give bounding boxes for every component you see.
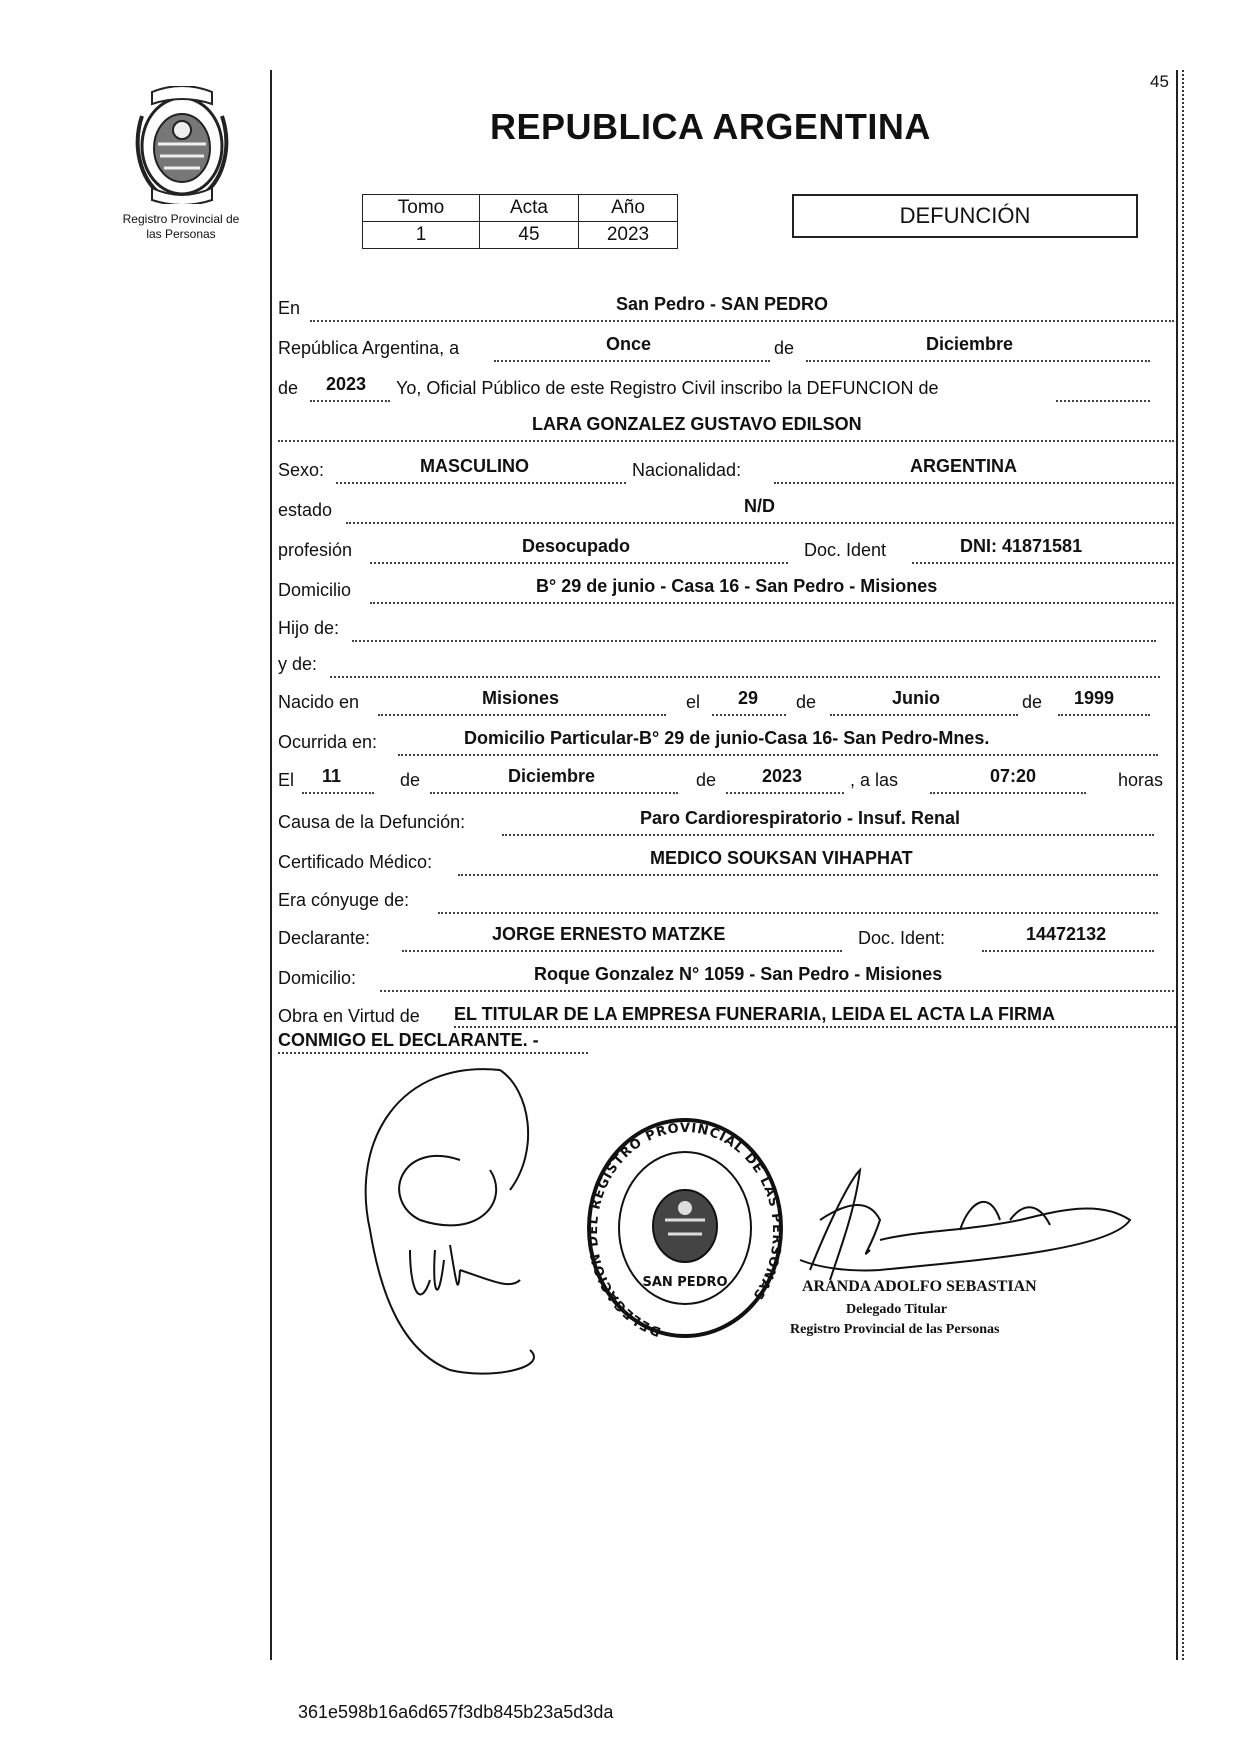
label-republica: República Argentina, a (278, 338, 460, 358)
left-margin-line (270, 70, 272, 1660)
death-time-value: 07:20 (990, 766, 1037, 786)
document-title: REPUBLICA ARGENTINA (490, 106, 931, 147)
label-el: El (278, 770, 295, 790)
label-nacido-en: Nacido en (278, 692, 360, 712)
label-domicilio: Domicilio (278, 580, 352, 600)
document-value: DNI: 41871581 (960, 536, 1083, 556)
dotted-line-mes (806, 360, 1150, 362)
obra-line-1: EL TITULAR DE LA EMPRESA FUNERARIA, LEIDA EL ACTA LA FIRMA (454, 1004, 1055, 1024)
right-margin-dotted-line (1182, 70, 1184, 1660)
label-certificado: Certificado Médico: (278, 852, 433, 872)
label-declarante: Declarante: (278, 928, 371, 948)
dotted-line-hijo-de (352, 640, 1156, 642)
dotted-line-profesion (370, 562, 788, 564)
address-value: B° 29 de junio - Casa 16 - San Pedro - Misiones (536, 576, 938, 596)
year-value: 2023 (326, 374, 367, 394)
birth-year-value: 1999 (1074, 688, 1115, 708)
label-el-nacido: el (686, 692, 701, 712)
death-year-value: 2023 (762, 766, 803, 786)
official-office: Registro Provincial de las Personas (790, 1322, 1000, 1337)
dotted-line-declarante-doc (982, 950, 1154, 952)
tomo-header: Tomo (363, 195, 480, 222)
dotted-line-declarante (402, 950, 842, 952)
label-sexo: Sexo: (278, 460, 325, 480)
label-ocurrida-en: Ocurrida en: (278, 732, 378, 752)
dotted-line-nacido-anio (1058, 714, 1150, 716)
dotted-line-nacionalidad (774, 482, 1174, 484)
organization-line-2: las Personas (146, 227, 216, 241)
label-de-2: de (278, 378, 299, 398)
label-de-nacido-1: de (796, 692, 817, 712)
registry-table-value-row (363, 222, 678, 249)
label-de-fallec-2: de (696, 770, 717, 790)
dotted-line-hora (930, 792, 1086, 794)
misiones-crest-logo (130, 86, 234, 204)
dotted-line-certificado (458, 874, 1158, 876)
dotted-line-fallec-anio (726, 792, 844, 794)
label-estado: estado (278, 500, 333, 520)
label-conyuge: Era cónyuge de: (278, 890, 410, 910)
cause-of-death-value: Paro Cardiorespiratorio - Insuf. Renal (640, 808, 961, 828)
label-a-las: , a las (850, 770, 899, 790)
birth-month-value: Junio (892, 688, 940, 708)
dotted-line-obra-1 (454, 1026, 1176, 1028)
label-en: En (278, 298, 301, 318)
organization-line-1: Registro Provincial de (122, 212, 240, 226)
declarant-signature (340, 1050, 560, 1390)
label-yo-oficial: Yo, Oficial Público de este Registro Civil inscribo la DEFUNCION de (396, 378, 939, 398)
dotted-line-y-de (330, 676, 1160, 678)
dotted-line-nacido-lugar (378, 714, 666, 716)
place-value: San Pedro - SAN PEDRO (616, 294, 829, 314)
anio-value: 2023 (579, 222, 678, 249)
medical-certificate-value: MEDICO SOUKSAN VIHAPHAT (650, 848, 913, 868)
dotted-line-estado (346, 522, 1174, 524)
registry-table (362, 194, 678, 249)
dotted-line-sexo (336, 482, 626, 484)
declarant-name-value: JORGE ERNESTO MATZKE (492, 924, 726, 944)
dotted-line-ocurrida (398, 754, 1158, 756)
dotted-line-fallec-dia (302, 792, 374, 794)
official-round-stamp (580, 1110, 790, 1350)
label-doc-ident: Doc. Ident (804, 540, 887, 560)
label-de-fallec-1: de (400, 770, 421, 790)
organization-name (100, 212, 262, 242)
dotted-line-nacido-dia (712, 714, 786, 716)
right-margin-line (1176, 70, 1178, 1660)
dotted-line-en (310, 320, 1174, 322)
label-de-nacido-2: de (1022, 692, 1043, 712)
label-nacionalidad: Nacionalidad: (632, 460, 742, 480)
birth-day-value: 29 (738, 688, 759, 708)
day-value: Once (606, 334, 652, 354)
death-month-value: Diciembre (508, 766, 596, 786)
label-obra: Obra en Virtud de (278, 1006, 420, 1026)
occurred-place-value: Domicilio Particular-B° 29 de junio-Casa 16- San Pedro-Mnes. (464, 728, 990, 748)
deceased-name-value: LARA GONZALEZ GUSTAVO EDILSON (532, 414, 862, 434)
label-domicilio-declarante: Domicilio: (278, 968, 357, 988)
profession-value: Desocupado (522, 536, 631, 556)
dotted-line-conyuge (438, 912, 1158, 914)
document-hash: 361e598b16a6d657f3db845b23a5d3da (298, 1702, 614, 1722)
dotted-line-causa (502, 834, 1154, 836)
anio-header: Año (579, 195, 678, 222)
dotted-line-yo (1056, 400, 1150, 402)
label-y-de: y de: (278, 654, 318, 674)
label-de-1: de (774, 338, 795, 358)
stamp-ring-text: DELEGACION DEL REGISTRO PROVINCIAL DE LAS PERSONAS (585, 1120, 785, 1339)
dotted-line-anio (310, 400, 390, 402)
tomo-value: 1 (363, 222, 480, 249)
obra-line-2: CONMIGO EL DECLARANTE. - (278, 1030, 539, 1050)
registry-table-header-row (363, 195, 678, 222)
declarant-address-value: Roque Gonzalez N° 1059 - San Pedro - Misiones (534, 964, 943, 984)
acta-value: 45 (480, 222, 579, 249)
official-name: ARANDA ADOLFO SEBASTIAN (802, 1278, 1037, 1295)
dotted-line-doc (912, 562, 1174, 564)
dotted-line-fallec-mes (430, 792, 678, 794)
page-number: 45 (1150, 72, 1169, 91)
birth-place-value: Misiones (482, 688, 560, 708)
label-profesion: profesión (278, 540, 353, 560)
label-doc-ident-declarante: Doc. Ident: (858, 928, 946, 948)
dotted-line-dia (494, 360, 770, 362)
stamp-center-text: SAN PEDRO (642, 1275, 728, 1290)
month-value: Diciembre (926, 334, 1014, 354)
dotted-line-nacido-mes (830, 714, 1018, 716)
death-day-value: 11 (322, 766, 342, 786)
label-horas: horas (1118, 770, 1164, 790)
nationality-value: ARGENTINA (910, 456, 1017, 476)
official-title: Delegado Titular (846, 1302, 947, 1317)
label-causa: Causa de la Defunción: (278, 812, 466, 832)
record-type-box: DEFUNCIÓN (792, 194, 1138, 238)
dotted-line-domicilio (370, 602, 1174, 604)
acta-header: Acta (480, 195, 579, 222)
dotted-line-domicilio-declarante (380, 990, 1174, 992)
declarant-doc-value: 14472132 (1026, 924, 1107, 944)
civil-status-value: N/D (744, 496, 775, 516)
sex-value: MASCULINO (420, 456, 529, 476)
dotted-line-nombre (278, 440, 1174, 442)
official-signature (760, 1160, 1140, 1290)
label-hijo-de: Hijo de: (278, 618, 340, 638)
